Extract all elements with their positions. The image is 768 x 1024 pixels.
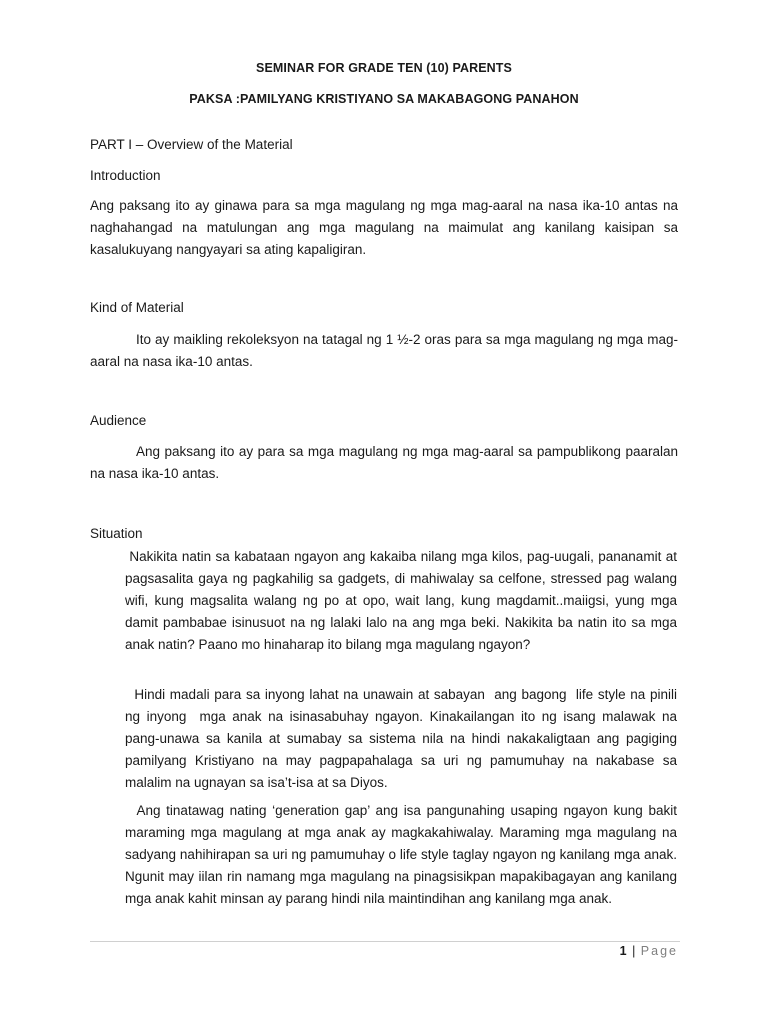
part-heading: PART I – Overview of the Material <box>90 137 293 152</box>
document-title: SEMINAR FOR GRADE TEN (10) PARENTS <box>256 61 512 75</box>
page-footer <box>620 944 678 958</box>
page-label: Page <box>640 944 678 958</box>
situation-paragraph: Ang tinatawag nating ‘generation gap’ ang isa pangunahing usaping ngayon kung bakit maraming mga magulang at mga anak ay magkakahiwalay. Maraming mga magulang na sadyang nahihirapan sa uri ng pamumuhay o life style taglay ngayon ng kanilang mga anak. Ngunit may iilan rin namang mga magulang na pinagsisikpan mapakibagayan ang kanilang mga anak kahit minsan ay parang hindi nila maintindihan ang kanilang mga anak. <box>125 803 681 906</box>
situation-paragraph: Hindi madali para sa inyong lahat na unawain at sabayan ang bagong life style na pinili ng inyong mga anak na isinasabuhay ngayon. Kinakailangan ito ng isang malawak na pang-unawa sa kanila at sumabay sa sistema nila na hindi nakakaligtaan ang pagiging pamilyang Kristiyano na may pagpapahalaga sa uri ng pamumuhay na nakabase sa malalim na ugnayan sa isa’t-isa at sa Diyos. <box>125 687 681 790</box>
kind-of-material-heading: Kind of Material <box>90 300 184 315</box>
footer-divider <box>90 941 680 942</box>
introduction-heading: Introduction <box>90 168 161 183</box>
introduction-paragraph: Ang paksang ito ay ginawa para sa mga magulang ng mga mag-aaral na nasa ika-10 antas na naghahangad na matulungan ang mga magulang na maimulat ang kanilang kaisipan sa kasalukuyang nangyayari sa ating kapaligiran. <box>90 198 678 257</box>
situation-heading: Situation <box>90 526 143 541</box>
document-subtitle: PAKSA :PAMILYANG KRISTIYANO SA MAKABAGONG PANAHON <box>189 92 579 106</box>
situation-paragraph: Nakikita natin sa kabataan ngayon ang kakaiba nilang mga kilos, pag-uugali, pananamit at pagsasalita gaya ng pagkahilig sa gadgets, di mahiwalay sa celfone, stressed pag walang wifi, kung magsalita walang ng po at opo, wait lang, kung magdamit..maiigsi, yung mga damit pambabae isinusuot na ng lalaki lalo na ang mga beki. Nakikita ba natin ito sa mga anak natin? Paano mo hinaharap ito bilang mga magulang ngayon? <box>125 549 681 652</box>
page-number: 1 <box>619 944 627 958</box>
audience-heading: Audience <box>90 413 147 428</box>
audience-paragraph: Ang paksang ito ay para sa mga magulang ng mga mag-aaral sa pampublikong paaralan na nasa ika-10 antas. <box>90 444 678 481</box>
kind-of-material-paragraph: Ito ay maikling rekoleksyon na tatagal ng 1 ½-2 oras para sa mga magulang ng mga mag-aaral na nasa ika-10 antas. <box>90 332 678 369</box>
page-separator: | <box>632 944 636 958</box>
